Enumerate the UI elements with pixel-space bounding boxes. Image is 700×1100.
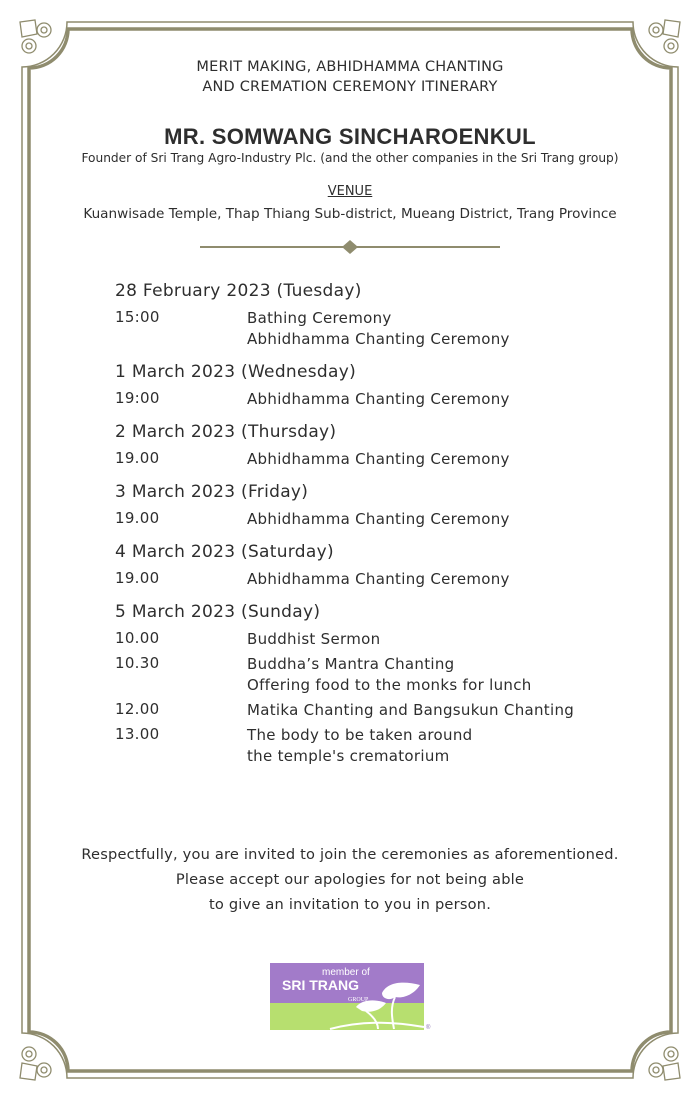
item-description (247, 509, 510, 530)
venue-label: VENUE (327, 184, 373, 199)
schedule-day (115, 359, 635, 410)
schedule-item (115, 509, 635, 530)
title-line-2: AND CREMATION CEREMONY ITINERARY (202, 79, 498, 95)
day-date: 1 March 2023 (Wednesday) (115, 362, 356, 382)
honoree-role: Founder of Sri Trang Agro-Industry Plc. (and the other companies in the Sri Trang group) (81, 151, 619, 165)
item-description (247, 629, 380, 650)
item-line: Offering food to the monks for lunch (247, 676, 532, 694)
schedule-day (115, 539, 635, 590)
item-line: Buddha’s Mantra Chanting (247, 655, 455, 673)
schedule-item (115, 389, 635, 410)
venue-value: Kuanwisade Temple, Thap Thiang Sub-district, Mueang District, Trang Province (83, 206, 617, 222)
item-time: 19.00 (115, 449, 160, 467)
item-line: Abhidhamma Chanting Ceremony (247, 330, 510, 348)
divider (200, 240, 500, 254)
schedule-day (115, 278, 635, 350)
item-line: Abhidhamma Chanting Ceremony (247, 510, 510, 528)
logo-registered: ® (426, 1025, 431, 1031)
item-description (247, 569, 510, 590)
logo-sri-trang: SRI TRANG (282, 977, 359, 993)
schedule-item (115, 725, 635, 767)
honoree-name: MR. SOMWANG SINCHAROENKUL (164, 124, 536, 149)
item-line: Buddhist Sermon (247, 630, 381, 648)
schedule-day (115, 479, 635, 530)
schedule-item (115, 569, 635, 590)
item-description (247, 700, 574, 721)
item-description (247, 654, 532, 696)
item-time: 10.30 (115, 654, 160, 672)
item-description (247, 725, 472, 767)
schedule-item (115, 308, 635, 350)
day-date: 28 February 2023 (Tuesday) (115, 281, 362, 301)
schedule-item (115, 700, 635, 721)
schedule-item (115, 654, 635, 696)
item-line: The body to be taken around (247, 726, 473, 744)
item-line: the temple's crematorium (247, 747, 450, 765)
item-time: 19.00 (115, 569, 160, 587)
closing-line-2: Please accept our apologies for not being able (175, 871, 525, 888)
item-time: 12.00 (115, 700, 160, 718)
logo-member-of: member of (322, 967, 370, 978)
day-date: 3 March 2023 (Friday) (115, 482, 309, 502)
closing-line-3: to give an invitation to you in person. (208, 896, 492, 913)
item-description (247, 308, 510, 350)
schedule-day (115, 419, 635, 470)
item-line: Matika Chanting and Bangsukun Chanting (247, 701, 575, 719)
day-date: 4 March 2023 (Saturday) (115, 542, 334, 562)
schedule (115, 278, 635, 776)
item-line: Abhidhamma Chanting Ceremony (247, 450, 510, 468)
item-time: 19.00 (115, 509, 160, 527)
closing-line-1: Respectfully, you are invited to join the ceremonies as aforementioned. (81, 846, 619, 863)
day-date: 2 March 2023 (Thursday) (115, 422, 337, 442)
logo-group: GROUP (348, 997, 369, 1003)
item-time: 19:00 (115, 389, 160, 407)
item-time: 15:00 (115, 308, 160, 326)
item-description (247, 449, 510, 470)
day-date: 5 March 2023 (Sunday) (115, 602, 321, 622)
item-time: 13.00 (115, 725, 160, 743)
item-line: Abhidhamma Chanting Ceremony (247, 570, 510, 588)
item-line: Bathing Ceremony (247, 309, 392, 327)
schedule-item (115, 629, 635, 650)
schedule-day (115, 599, 635, 767)
sri-trang-group-logo (270, 963, 431, 1031)
closing-message (0, 842, 700, 917)
item-description (247, 389, 510, 410)
document-title (0, 57, 700, 97)
title-line-1: MERIT MAKING, ABHIDHAMMA CHANTING (196, 59, 504, 75)
item-line: Abhidhamma Chanting Ceremony (247, 390, 510, 408)
item-time: 10.00 (115, 629, 160, 647)
schedule-item (115, 449, 635, 470)
